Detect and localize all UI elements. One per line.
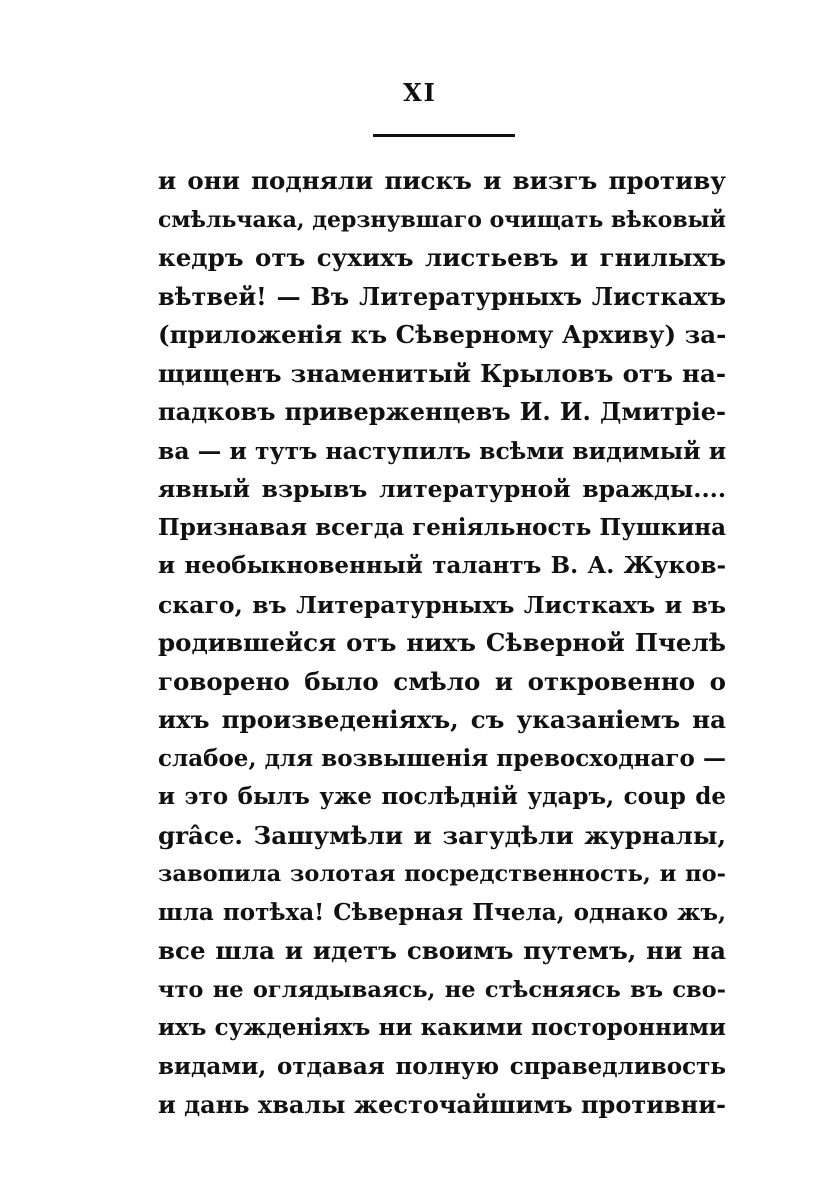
text-line: родившейся отъ нихъ Сѣверной Пчелѣ <box>158 628 726 657</box>
text-line: видами, отдавая полную справедливость <box>158 1052 726 1080</box>
text-line: (приложенія къ Сѣверному Архиву) за- <box>158 320 726 349</box>
text-line: ва — и тутъ наступилъ всѣми видимый и <box>158 436 726 465</box>
text-line: что не оглядываясь, не стѣсняясь въ сво- <box>158 976 726 1003</box>
text-line: ихъ произведеніяхъ, съ указаніемъ на <box>158 705 726 734</box>
text-line: падковъ приверженцевъ И. И. Дмитріе- <box>158 397 726 426</box>
text-line: ихъ сужденіяхъ ни какими посторонними <box>158 1014 726 1041</box>
text-line: и необыкновенный талантъ В. А. Жуков- <box>158 552 726 579</box>
text-line: кедръ отъ сухихъ листьевъ и гнилыхъ <box>158 243 726 272</box>
header-rule <box>373 134 515 137</box>
text-line: завопила золотая посредственность, и по- <box>158 861 726 887</box>
text-line: говорено было смѣло и откровенно о <box>158 666 726 696</box>
page-number: XI <box>403 78 437 107</box>
text-line: явный взрывъ литературной вражды.... <box>158 475 726 503</box>
text-line: шла потѣха! Сѣверная Пчела, однако жъ, <box>158 898 726 926</box>
text-line: и дань хвалы жесточайшимъ противни- <box>158 1090 726 1119</box>
text-line: все шла и идетъ своимъ путемъ, ни на <box>158 936 726 965</box>
text-line: вѣтвей! — Въ Литературныхъ Листкахъ <box>158 281 726 311</box>
body-text <box>158 162 726 1125</box>
text-line: и они подняли пискъ и визгъ противу <box>158 166 726 195</box>
text-line: Признавая всегда геніяльность Пушкина <box>158 513 726 541</box>
text-line: слабое, для возвышенія превосходнаго — <box>158 744 726 772</box>
text-line: grâce. Зашумѣли и загудѣли журналы, <box>158 820 726 850</box>
text-line: скаго, въ Литературныхъ Листкахъ и въ <box>158 590 726 619</box>
text-line: смѣльчака, дерзнувшаго очищать вѣковый <box>158 206 726 233</box>
text-line: и это былъ уже послѣдній ударъ, coup de <box>158 783 726 810</box>
text-line: щищенъ знаменитый Крыловъ отъ на- <box>158 358 726 388</box>
